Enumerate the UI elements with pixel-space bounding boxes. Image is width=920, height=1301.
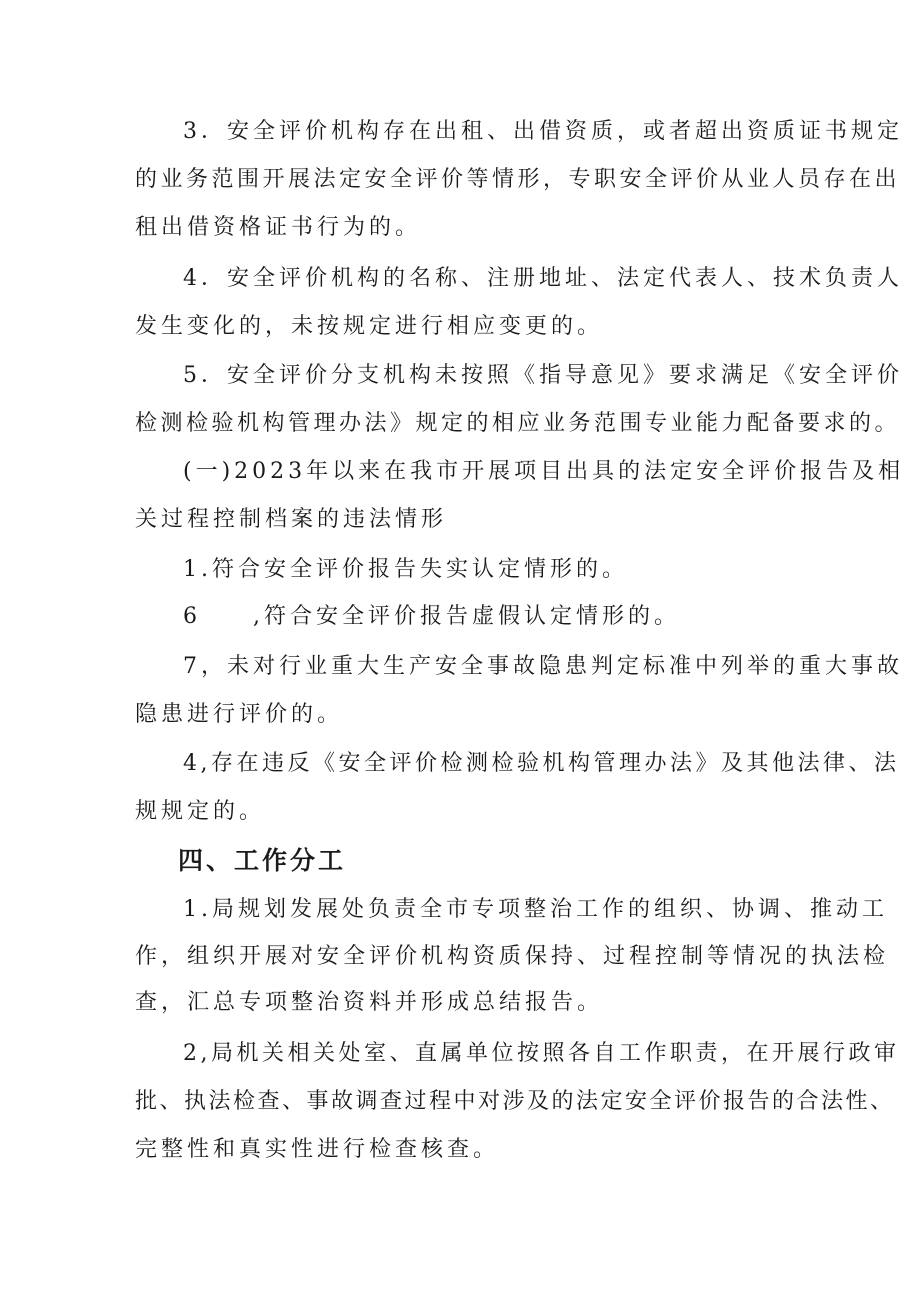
- text-line: 3．安全评价机构存在出租、出借资质，或者超出资质证书规定: [183, 119, 903, 144]
- text-line: 查，汇总专项整治资料并形成总结报告。: [135, 990, 604, 1015]
- text-line: 作，组织开展对安全评价机构资质保持、过程控制等情况的执法检: [135, 944, 890, 969]
- text-line: 1.局规划发展处负责全市专项整治工作的组织、协调、推动工: [183, 897, 888, 922]
- text-line: 4,存在违反《安全评价检测检验机构管理办法》及其他法律、法: [183, 751, 900, 776]
- text-line: 4．安全评价机构的名称、注册地址、法定代表人、技术负责人: [183, 266, 903, 291]
- text-line: 1.符合安全评价报告失实认定情形的。: [183, 557, 628, 582]
- section-heading: 四、工作分工: [178, 846, 347, 875]
- subsection-title: 关过程控制档案的违法情形: [135, 507, 448, 532]
- subsection-title: (一)2023年以来在我市开展项目出具的法定安全评价报告及相: [183, 459, 905, 484]
- text-line: 隐患进行评价的。: [135, 702, 344, 727]
- text-line: 租出借资格证书行为的。: [135, 215, 422, 240]
- text-line: 完整性和真实性进行检查核查。: [135, 1137, 500, 1162]
- text-line: 检测检验机构管理办法》规定的相应业务范围专业能力配备要求的。: [135, 411, 901, 436]
- text-line: 2,局机关相关处室、直属单位按照各自工作职责，在开展行政审: [183, 1041, 900, 1066]
- text-line: 规规定的。: [135, 799, 266, 824]
- text-line: 6 ,符合安全评价报告虚假认定情形的。: [183, 604, 680, 629]
- text-line: 发生变化的，未按规定进行相应变更的。: [135, 314, 604, 339]
- text-line: 批、执法检查、事故调查过程中对涉及的法定安全评价报告的合法性、: [135, 1089, 895, 1114]
- text-line: 7，未对行业重大生产安全事故隐患判定标准中列举的重大事故: [183, 654, 903, 679]
- text-line: 的业务范围开展法定安全评价等情形，专职安全评价从业人员存在出: [135, 167, 901, 192]
- text-line: 5．安全评价分支机构未按照《指导意见》要求满足《安全评价: [183, 363, 903, 388]
